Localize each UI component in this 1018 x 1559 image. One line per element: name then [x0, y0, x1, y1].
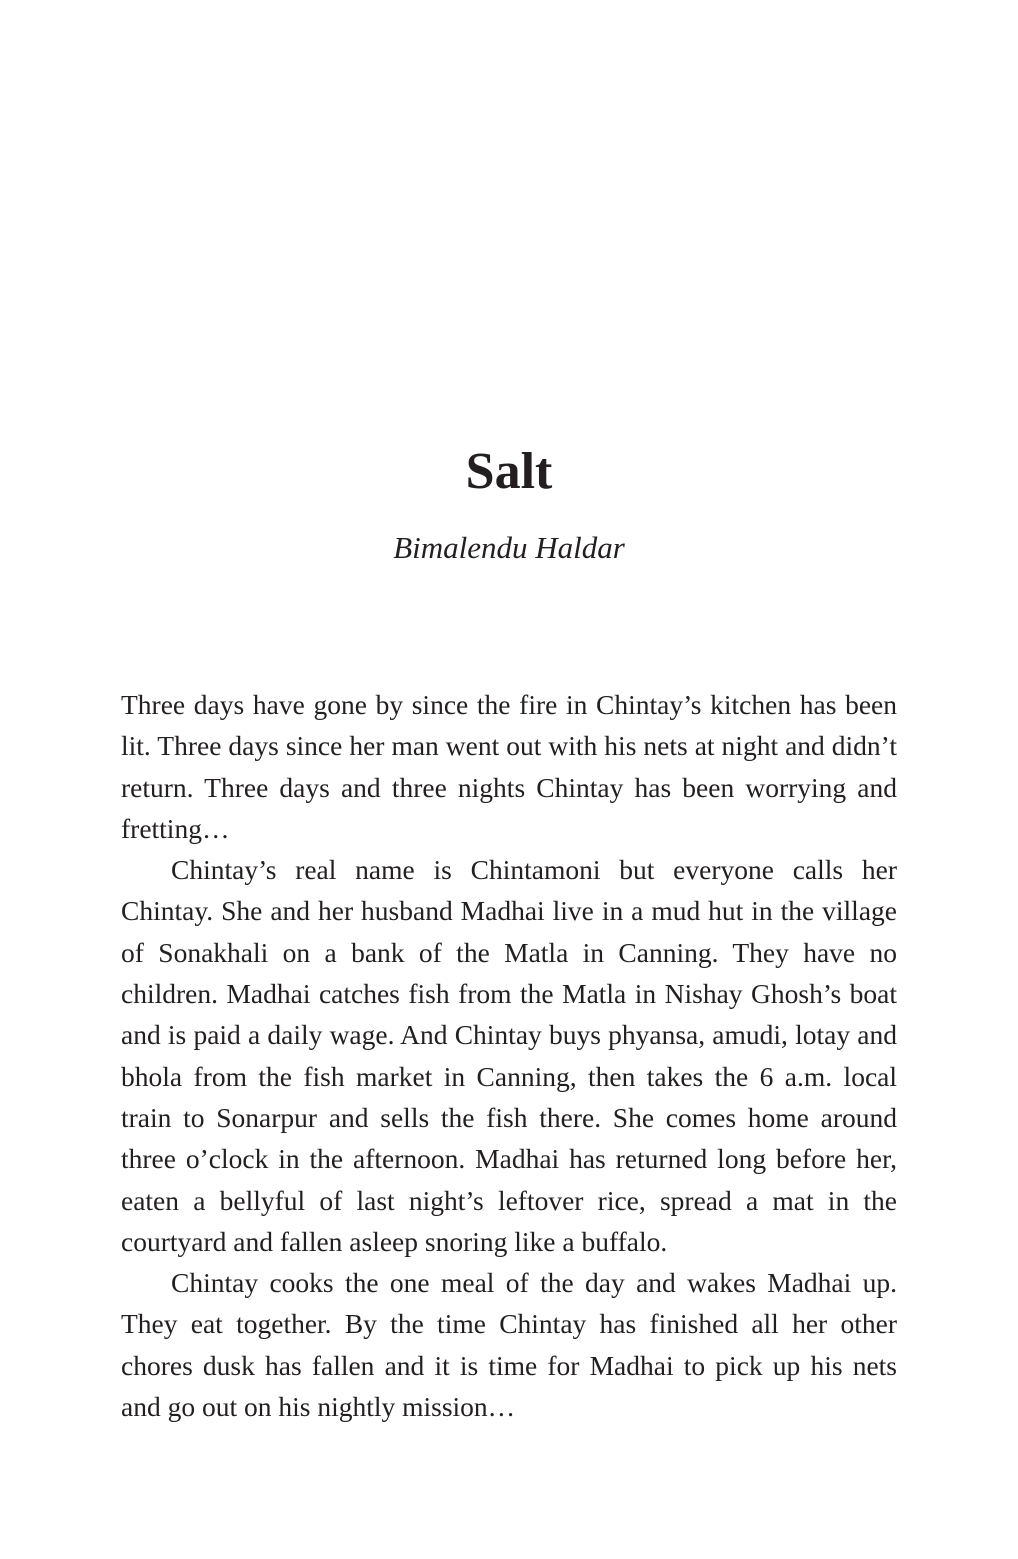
- paragraph: Chintay’s real name is Chintamoni but everyone calls her Chintay. She and her husband Madhai live in a mud hut in the village of Sonakhali on a bank of the Matla in Canning. They have no children. Madhai catches fish from the Matla in Nishay Ghosh’s boat and is paid a daily wage. And Chintay buys phyansa, amudi, lotay and bhola from the fish market in Canning, then takes the 6 a.m. local train to Sonarpur and sells the fish there. She comes home around three o’clock in the afternoon. Madhai has returned long before her, eaten a bellyful of last night’s leftover rice, spread a mat in the courtyard and fallen asleep snoring like a buffalo.: [121, 854, 897, 1257]
- paragraph: Chintay cooks the one meal of the day and wakes Madhai up. They eat together. By the time Chintay has finished all her other chores dusk has fallen and it is time for Madhai to pick up his nets and go out on his nightly mission…: [121, 1267, 897, 1423]
- story-title: Salt: [465, 443, 553, 500]
- paragraph: Three days have gone by since the fire in Chintay’s kitchen has been lit. Three days since her man went out with his nets at night and didn’t return. Three days and three nights Chintay has been worrying and fretting…: [121, 689, 897, 844]
- story-author: Bimalendu Haldar: [393, 530, 625, 565]
- story-body: [121, 684, 897, 1427]
